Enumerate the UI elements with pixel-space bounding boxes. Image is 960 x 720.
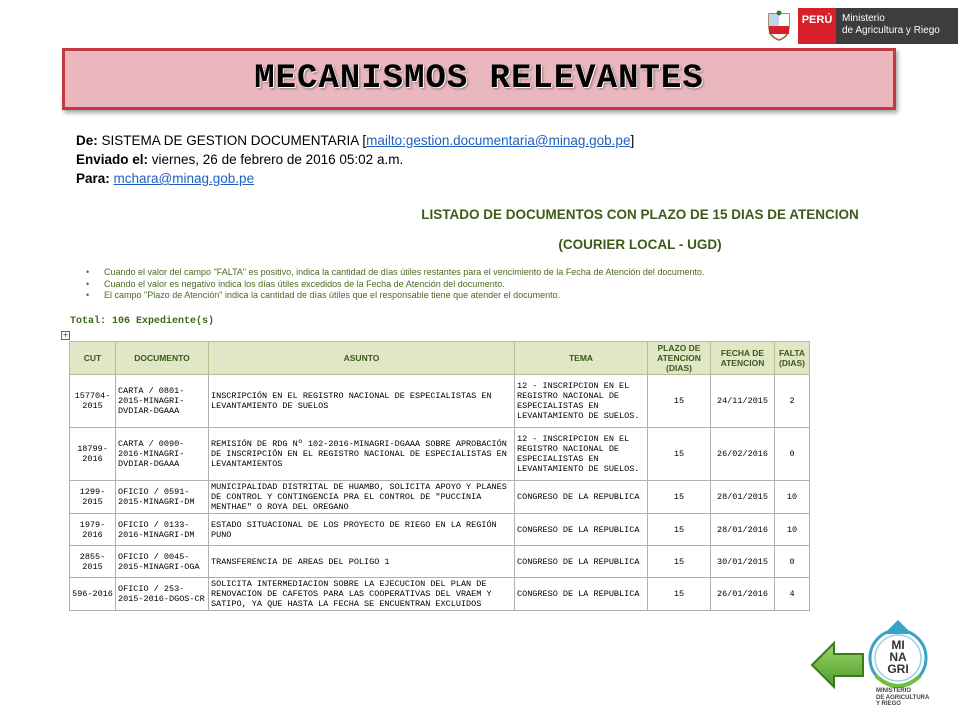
table-header-row <box>70 342 810 375</box>
cell-documento: OFICIO / 0591-2015-MINAGRI-DM <box>116 481 209 514</box>
col-documento: DOCUMENTO <box>116 342 209 375</box>
cell-documento: OFICIO / 0045-2015-MINAGRI-OGA <box>116 546 209 578</box>
col-fecha: FECHA DE ATENCION <box>711 342 775 375</box>
from-name: SISTEMA DE GESTION DOCUMENTARIA <box>101 133 359 148</box>
cell-fecha: 30/01/2015 <box>711 546 775 578</box>
ministry-line-2: de Agricultura y Riego <box>842 25 940 36</box>
from-link[interactable]: mailto:gestion.documentaria@minag.gob.pe <box>366 133 631 148</box>
cell-falta: 10 <box>775 514 810 546</box>
cell-documento: OFICIO / 253-2015-2016-DGOS-CR <box>116 578 209 611</box>
notes-list <box>86 267 704 302</box>
cell-cut: 2855-2015 <box>70 546 116 578</box>
page-title: MECANISMOS RELEVANTES <box>254 60 704 98</box>
cell-tema: 12 - INSCRIPCION EN EL REGISTRO NACIONAL DE ESPECIALISTAS EN LEVANTAMIENTO DE SUELOS. <box>515 428 648 481</box>
col-tema: TEMA <box>515 342 648 375</box>
ministry-logo <box>766 8 958 44</box>
col-falta: FALTA (DIAS) <box>775 342 810 375</box>
cell-cut: 157704-2015 <box>70 375 116 428</box>
cell-asunto: INSCRIPCIÓN EN EL REGISTRO NACIONAL DE ESPECIALISTAS EN LEVANTAMIENTO DE SUELOS <box>209 375 515 428</box>
total-count: Total: 106 Expediente(s) <box>70 316 215 327</box>
cell-asunto: REMISIÓN DE RDG Nº 102-2016-MINAGRI-DGAAA SOBRE APROBACIÓN DE INSCRIPCIÓN EN EL REGISTRO NACIONAL DE ESPECIALISTAS EN LEVANTAMIENTOS <box>209 428 515 481</box>
cell-fecha: 28/01/2016 <box>711 514 775 546</box>
sent-label: Enviado el: <box>76 152 149 167</box>
cell-plazo: 15 <box>648 578 711 611</box>
cell-falta: 0 <box>775 546 810 578</box>
email-to-line <box>76 169 634 188</box>
note-item: • El campo "Plazo de Atención" indica la cantidad de días útiles que el responsable tiene que atender el documento. <box>86 290 704 302</box>
cell-falta: 2 <box>775 375 810 428</box>
cell-plazo: 15 <box>648 375 711 428</box>
table-row <box>70 375 810 428</box>
cell-tema: CONGRESO DE LA REPUBLICA <box>515 514 648 546</box>
expand-toggle-icon[interactable]: + <box>62 331 69 339</box>
minagri-caption <box>876 688 929 708</box>
cell-tema: 12 - INSCRIPCION EN EL REGISTRO NACIONAL DE ESPECIALISTAS EN LEVANTAMIENTO DE SUELOS. <box>515 375 648 428</box>
list-subtitle: (COURIER LOCAL - UGD) <box>558 237 722 252</box>
ministry-line-1: Ministerio <box>842 13 885 24</box>
cell-cut: 1979-2016 <box>70 514 116 546</box>
cell-documento: CARTA / 0090-2016-MINAGRI-DVDIAR-DGAAA <box>116 428 209 481</box>
cell-cut: 1299-2015 <box>70 481 116 514</box>
list-title: LISTADO DE DOCUMENTOS CON PLAZO DE 15 DIAS DE ATENCION <box>421 207 859 222</box>
peru-label: PERÚ <box>798 8 836 44</box>
minagri-caption-1: MINISTERIO <box>876 688 912 694</box>
cell-tema: CONGRESO DE LA REPUBLICA <box>515 481 648 514</box>
table-row <box>70 514 810 546</box>
minagri-line-1: MI <box>891 638 905 652</box>
note-item: • Cuando el valor del campo "FALTA" es positivo, indica la cantidad de días útiles restantes para el vencimiento de la Fecha de Atención del documento. <box>86 267 704 279</box>
cell-asunto: TRANSFERENCIA DE AREAS DEL POLIGO 1 <box>209 546 515 578</box>
ministry-name <box>836 8 958 44</box>
cell-fecha: 28/01/2015 <box>711 481 775 514</box>
minagri-caption-3: Y RIEGO <box>876 701 901 707</box>
email-sent-line <box>76 150 634 169</box>
table-row <box>70 481 810 514</box>
cell-asunto: ESTADO SITUACIONAL DE LOS PROYECTO DE RIEGO EN LA REGIÓN PUNO <box>209 514 515 546</box>
cell-falta: 0 <box>775 428 810 481</box>
sent-value: viernes, 26 de febrero de 2016 05:02 a.m. <box>151 152 404 167</box>
cell-cut: 18799-2016 <box>70 428 116 481</box>
minagri-line-2: NA <box>889 650 907 664</box>
to-link[interactable]: mchara@minag.gob.pe <box>113 171 255 186</box>
cell-fecha: 24/11/2015 <box>711 375 775 428</box>
cell-falta: 10 <box>775 481 810 514</box>
cell-plazo: 15 <box>648 481 711 514</box>
to-label: Para: <box>76 171 110 186</box>
cell-falta: 4 <box>775 578 810 611</box>
cell-documento: OFICIO / 0133-2016-MINAGRI-DM <box>116 514 209 546</box>
table-row <box>70 428 810 481</box>
minagri-line-3: GRI <box>887 662 909 676</box>
col-asunto: ASUNTO <box>209 342 515 375</box>
cell-asunto: MUNICIPALIDAD DISTRITAL DE HUAMBO, SOLICITA APOYO Y PLANES DE CONTROL Y CONTINGENCIA PRA EL CONTROL DE "PUCCINIA MENTHAE" O ROYA DEL OREGANO <box>209 481 515 514</box>
documents-table <box>69 341 810 611</box>
col-plazo: PLAZO DE ATENCION (DIAS) <box>648 342 711 375</box>
cell-fecha: 26/02/2016 <box>711 428 775 481</box>
cell-asunto: SOLICITA INTERMEDIACION SOBRE LA EJECUCION DEL PLAN DE RENOVACION DE CAFETOS PARA LAS COOPERATIVAS DEL VRAEM Y SATIPO, YA QUE HASTA LA FECHA SE ENCUENTRAN EXCLUIDOS <box>209 578 515 611</box>
cell-tema: CONGRESO DE LA REPUBLICA <box>515 578 648 611</box>
coat-of-arms-icon <box>766 10 792 42</box>
cell-documento: CARTA / 0801-2015-MINAGRI-DVDIAR-DGAAA <box>116 375 209 428</box>
from-label: De: <box>76 133 98 148</box>
title-banner <box>62 48 896 110</box>
cell-plazo: 15 <box>648 546 711 578</box>
email-from-line: De: SISTEMA DE GESTION DOCUMENTARIA [mailto:gestion.documentaria@minag.gob.pe] <box>76 133 635 148</box>
back-arrow-icon[interactable] <box>810 640 866 690</box>
table-row <box>70 546 810 578</box>
cell-plazo: 15 <box>648 514 711 546</box>
email-header <box>76 131 634 188</box>
cell-fecha: 26/01/2016 <box>711 578 775 611</box>
col-cut: CUT <box>70 342 116 375</box>
note-item: • Cuando el valor es negativo indica los días útiles excedidos de la Fecha de Atención del documento. <box>86 279 704 291</box>
minagri-caption-2: DE AGRICULTURA <box>876 694 930 701</box>
cell-plazo: 15 <box>648 428 711 481</box>
cell-cut: 596-2016 <box>70 578 116 611</box>
table-row <box>70 578 810 611</box>
cell-tema: CONGRESO DE LA REPUBLICA <box>515 546 648 578</box>
